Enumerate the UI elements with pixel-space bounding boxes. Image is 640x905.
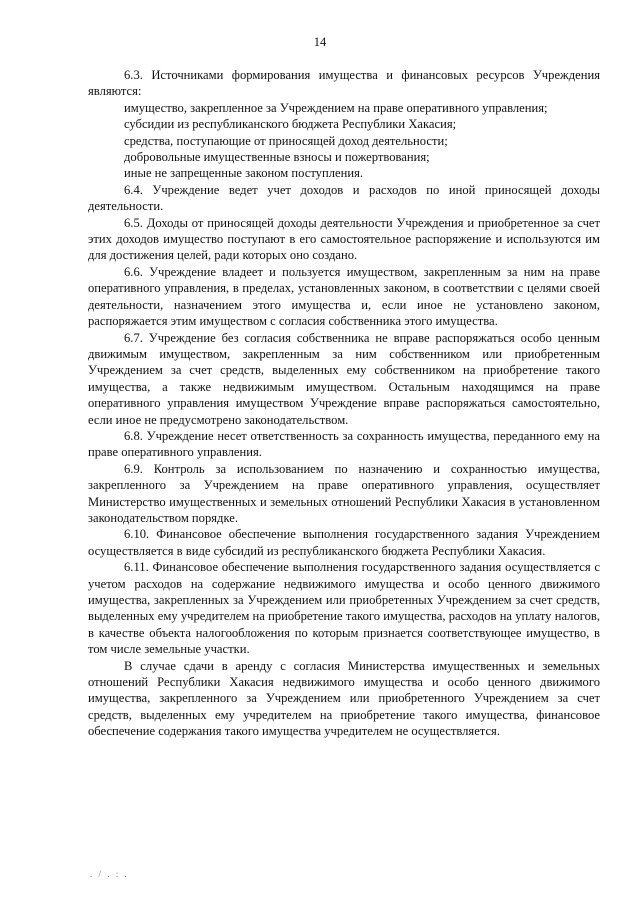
page-number: 14 [313, 35, 327, 49]
document-body [88, 67, 600, 740]
list-item-subsidies: субсидии из республиканского бюджета Республики Хакасия; [124, 117, 457, 132]
paragraph-6-4: 6.4. Учреждение ведет учет доходов и расходов по иной приносящей доходы деятельности. [88, 182, 600, 214]
paragraph-lease: В случае сдачи в аренду с согласия Министерства имущественных и земельных отношений Республики Хакасия недвижимого имущества и особо ценного движимого имущества, закрепленного за Учреждением или приобретенного Учреждением за счет средств, выделенных ему учредителем на приобретение такого имущества, финансовое обеспечение содержания такого имущества учредителем не осуществляется. [88, 658, 600, 739]
list-item-property: имущество, закрепленное за Учреждением на праве оперативного управления; [124, 100, 548, 115]
list-item-other-receipts: иные не запрещенные законом поступления. [124, 166, 364, 181]
paragraph-6-5: 6.5. Доходы от приносящей доходы деятельности Учреждения и приобретенное за счет этих доходов имущество поступают в его самостоятельное распоряжение и используются им для достижения целей, ради которых оно создано. [88, 215, 600, 263]
paragraph-6-10: 6.10. Финансовое обеспечение выполнения государственного задания Учреждением осуществляется в виде субсидий из республиканского бюджета Республики Хакасия. [88, 527, 600, 558]
list-item-income: средства, поступающие от приносящей доход деятельности; [124, 133, 448, 148]
paragraph-6-7: 6.7. Учреждение без согласия собственника не вправе распоряжаться особо ценным движимым имуществом, закрепленным за ним собственником или приобретенным Учреждением за счет средств, выделенных ему собственником на приобретение такого имущества, а также недвижимым имуществом. Остальным находящимся на праве оперативного управления имуществом Учреждение вправе распоряжаться самостоятельно, если иное не предусмотрено законодательством. [88, 330, 600, 427]
paragraph-6-11: 6.11. Финансовое обеспечение выполнения государственного задания осуществляется с учетом расходов на содержание недвижимого имущества и особо ценного движимого имущества, закрепленных за Учреждением или приобретенных Учреждением за счет средств, выделенных ему учредителем на приобретение такого имущества, расходов на уплату налогов, в качестве объекта налогообложения по которым признается соответствующее имущество, в том числе земельные участки. [88, 560, 600, 657]
paragraph-6-6: 6.6. Учреждение владеет и пользуется имуществом, закрепленным за ним на праве оперативного управления, в пределах, установленных законом, в соответствии с целями своей деятельности, назначением этого имущества и, если иное не установлено законом, распоряжается этим имуществом с согласия собственника этого имущества. [88, 264, 600, 329]
paragraph-6-9: 6.9. Контроль за использованием по назначению и сохранностью имущества, закрепленного за Учреждением на праве оперативного управления, осуществляет Министерство имущественных и земельных отношений Республики Хакасия в установленном законодательством порядке. [88, 461, 600, 525]
footer-scan-mark: . / . : . [90, 869, 129, 879]
paragraph-6-3: 6.3. Источниками формирования имущества и финансовых ресурсов Учреждения являются: [88, 68, 600, 99]
paragraph-6-8: 6.8. Учреждение несет ответственность за сохранность имущества, переданного ему на праве оперативного управления. [88, 428, 600, 460]
list-item-donations: добровольные имущественные взносы и пожертвования; [124, 150, 430, 165]
